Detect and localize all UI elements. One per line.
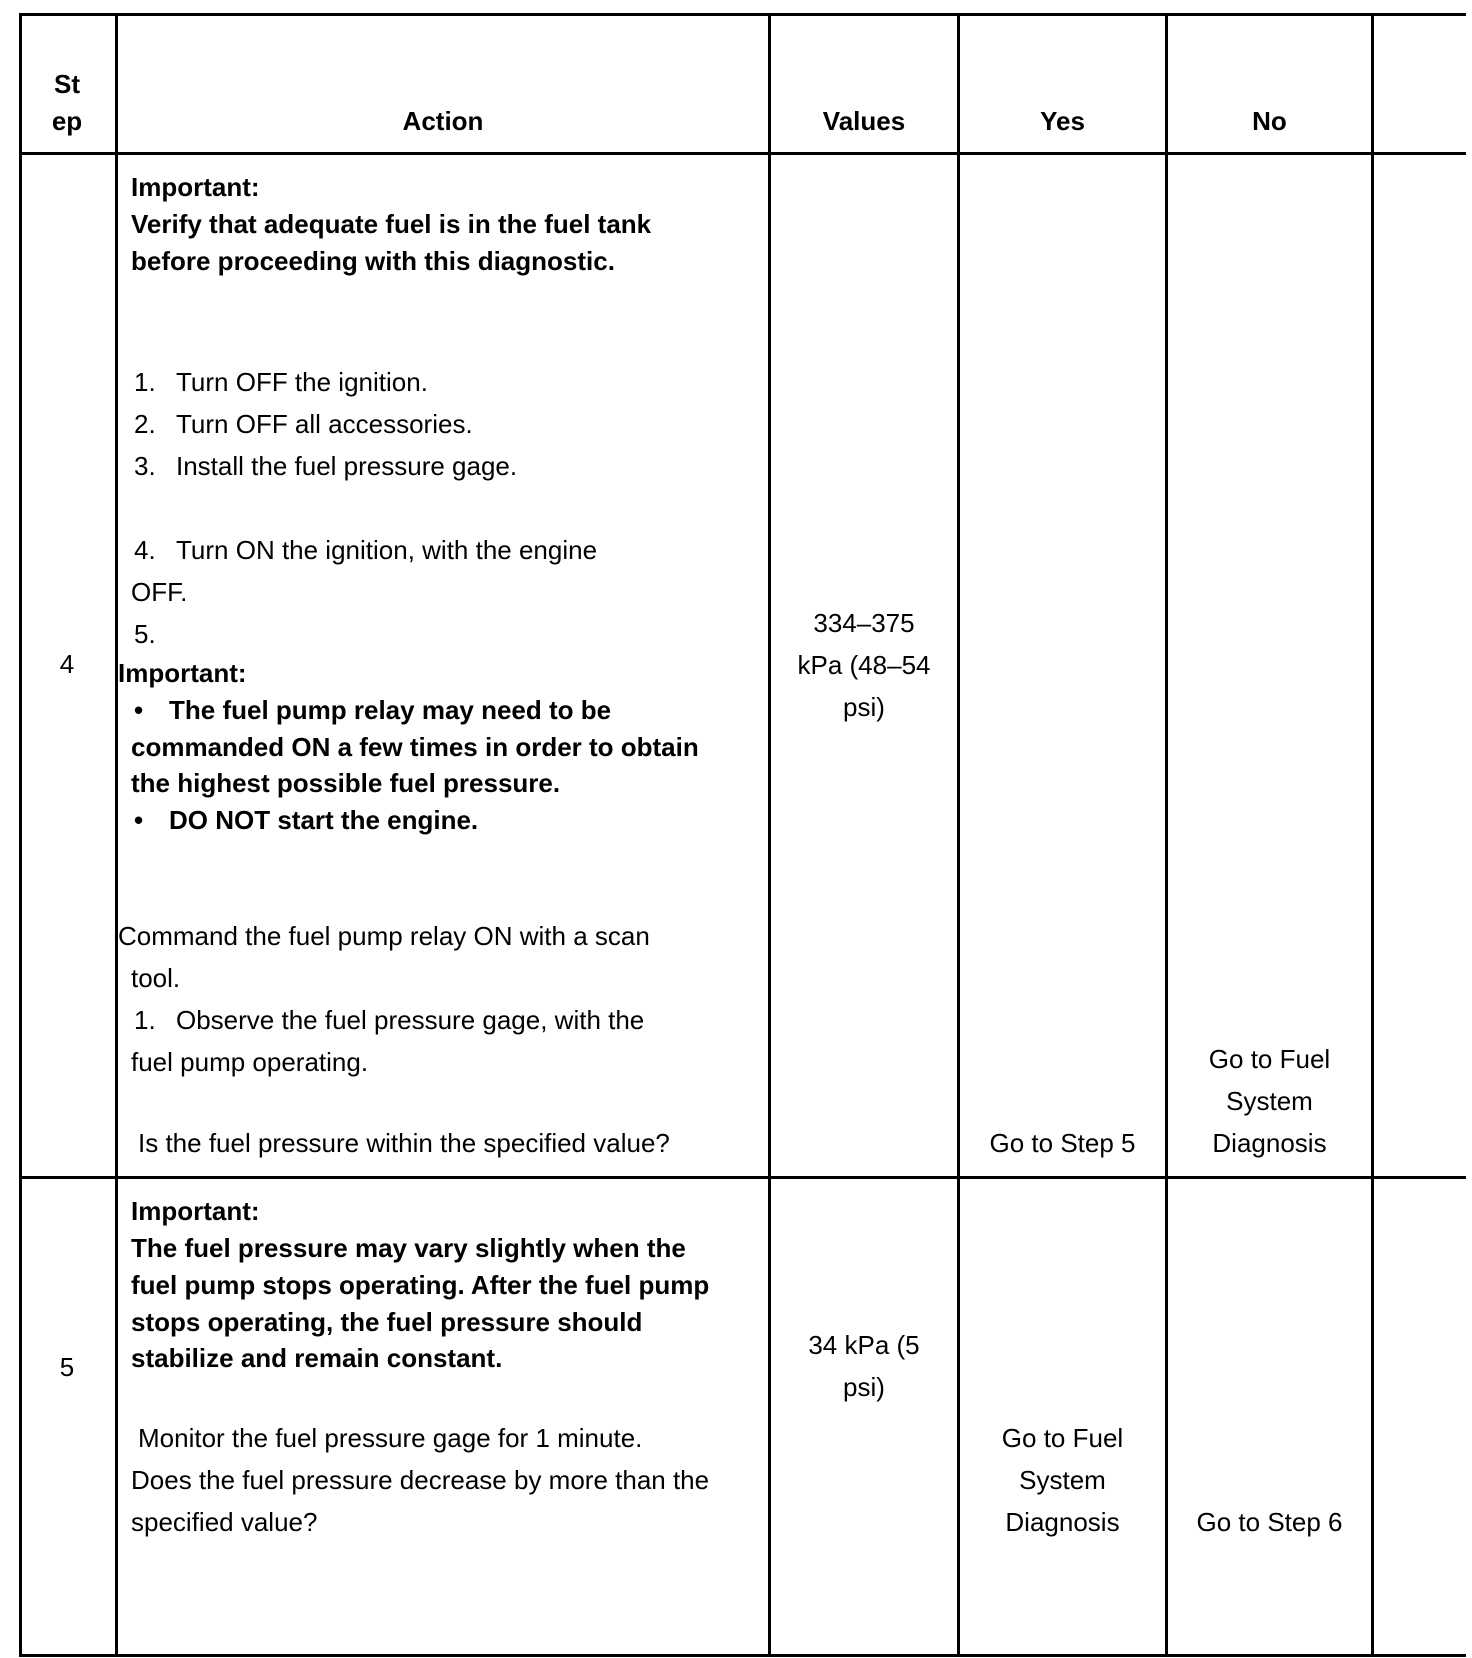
row-5-value: 34 kPa (5	[808, 1330, 920, 1360]
row-4-bullet-line: The fuel pump relay may need to be	[169, 695, 612, 725]
row-4-important-label: Important:	[131, 172, 260, 202]
header-divider	[19, 152, 1466, 155]
row-4-step-text: Turn ON the ignition, with the engine	[176, 535, 598, 565]
row-5-action-line: specified value?	[131, 1507, 318, 1537]
bullet-icon: •	[134, 805, 144, 835]
row-4-step-num: 5.	[134, 619, 156, 649]
column-divider-yes	[1165, 13, 1168, 1657]
row-4-important-label-2: Important:	[118, 658, 247, 688]
row-4-no: System	[1226, 1086, 1313, 1116]
row-4-step-text-cont: fuel pump operating.	[131, 1047, 369, 1077]
header-values: Values	[822, 106, 906, 136]
table-border-right	[1371, 13, 1374, 1657]
row-divider	[19, 1176, 1466, 1179]
row-5-important-label: Important:	[131, 1196, 260, 1226]
row-4-step-num: 3.	[134, 451, 156, 481]
row-4-value: psi)	[843, 692, 885, 722]
row-5-yes: System	[1019, 1465, 1106, 1495]
row-4-important-line: before proceeding with this diagnostic.	[131, 246, 615, 276]
row-4-step-text: Turn OFF the ignition.	[176, 367, 428, 397]
row-5-no: Go to Step 6	[1196, 1507, 1343, 1537]
row-4-value: 334–375	[813, 608, 915, 638]
header-yes: Yes	[1040, 106, 1085, 136]
row-4-step-text: Observe the fuel pressure gage, with the	[176, 1005, 645, 1035]
row-4-bullet-line: DO NOT start the engine.	[169, 805, 479, 835]
row-4-value: kPa (48–54	[797, 650, 931, 680]
row-4-step-text: Turn OFF all accessories.	[176, 409, 473, 439]
header-action: Action	[402, 106, 484, 136]
row-4-no: Go to Fuel	[1208, 1044, 1331, 1074]
row-5-yes: Diagnosis	[1005, 1507, 1120, 1537]
row-4-step-num: 2.	[134, 409, 156, 439]
row-5-action-line: Does the fuel pressure decrease by more than the	[131, 1465, 710, 1495]
row-5-important-line: The fuel pressure may vary slightly when the	[131, 1233, 686, 1263]
table-border-left	[19, 13, 22, 1657]
row-5-important-line: stops operating, the fuel pressure should	[131, 1307, 643, 1337]
row-4-yes: Go to Step 5	[989, 1128, 1136, 1158]
row-4-no: Diagnosis	[1212, 1128, 1327, 1158]
row-4-step-num: 1.	[134, 367, 156, 397]
column-divider-action	[768, 13, 771, 1657]
row-5-action-line: Monitor the fuel pressure gage for 1 minute.	[138, 1423, 643, 1453]
row-4-bullet-line: commanded ON a few times in order to obtain	[131, 732, 699, 762]
column-divider-step	[115, 13, 118, 1657]
row-4-bullet-line: the highest possible fuel pressure.	[131, 768, 561, 798]
row-4-step-number: 4	[59, 649, 75, 679]
column-divider-values	[957, 13, 960, 1657]
header-step-line2: ep	[51, 106, 83, 136]
row-5-yes: Go to Fuel	[1001, 1423, 1124, 1453]
row-4-step-num: 1.	[134, 1005, 156, 1035]
row-4-important-line: Verify that adequate fuel is in the fuel tank	[131, 209, 652, 239]
diagnostic-table	[19, 13, 1466, 1657]
row-4-command-line: tool.	[131, 963, 181, 993]
row-4-command-line: Command the fuel pump relay ON with a scan	[118, 921, 650, 951]
header-no: No	[1252, 106, 1287, 136]
row-4-step-text-cont: OFF.	[131, 577, 188, 607]
header-step-line1: St	[54, 69, 80, 99]
row-4-step-num: 4.	[134, 535, 156, 565]
row-5-step-number: 5	[59, 1352, 75, 1382]
row-4-question: Is the fuel pressure within the specified value?	[138, 1128, 670, 1158]
row-4-step-text: Install the fuel pressure gage.	[176, 451, 518, 481]
row-5-important-line: stabilize and remain constant.	[131, 1343, 503, 1373]
bullet-icon: •	[134, 695, 144, 725]
table-border-top	[19, 13, 1466, 16]
row-5-value: psi)	[843, 1372, 885, 1402]
table-border-bottom	[19, 1654, 1466, 1657]
row-5-important-line: fuel pump stops operating. After the fuel pump	[131, 1270, 710, 1300]
